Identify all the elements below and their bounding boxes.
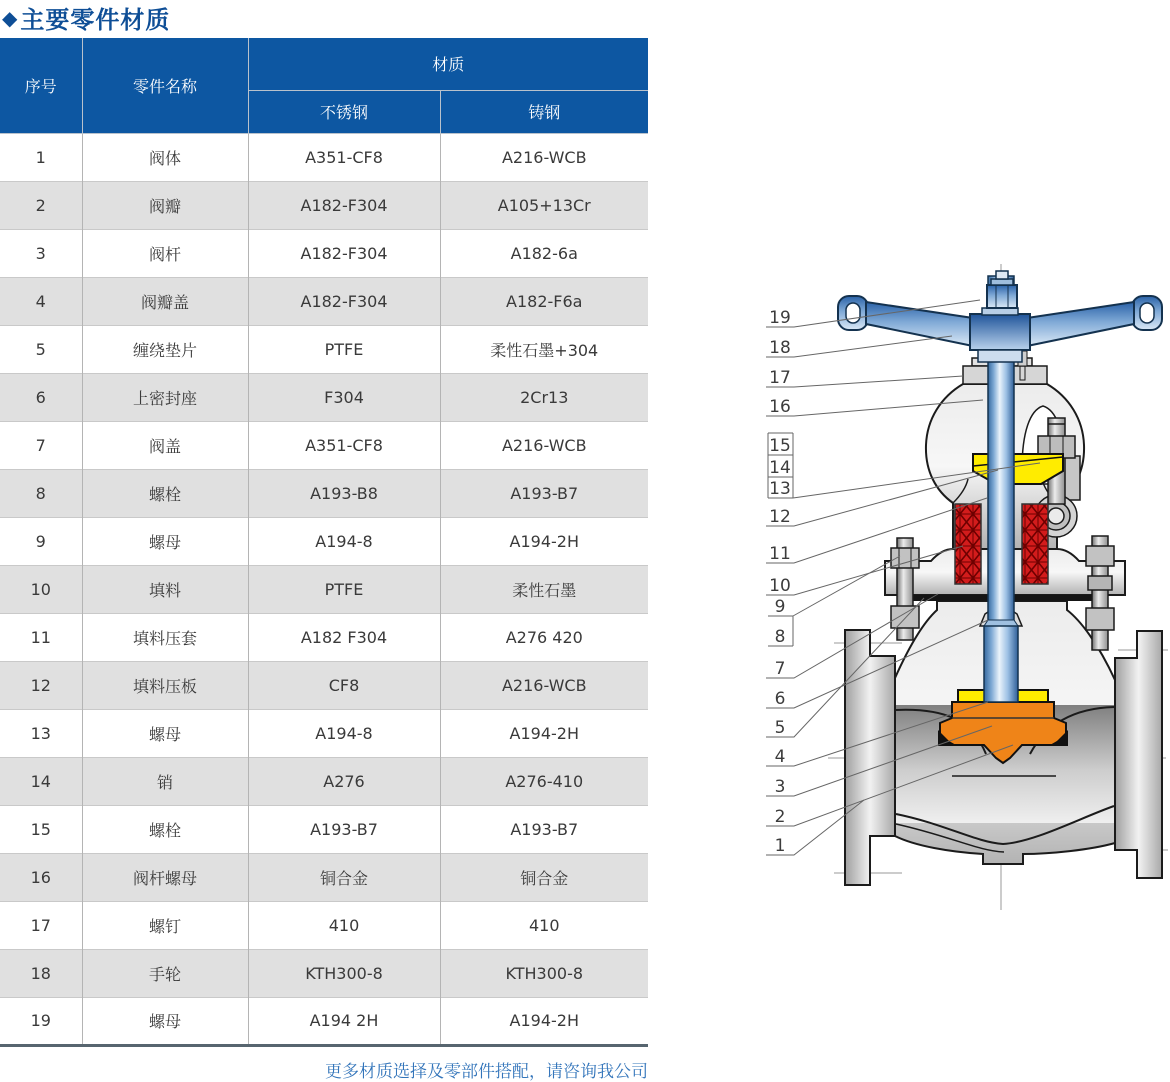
cell-no: 14 bbox=[0, 757, 82, 805]
cell-no: 17 bbox=[0, 901, 82, 949]
cell-no: 1 bbox=[0, 133, 82, 181]
cell-part-name: 填料 bbox=[82, 565, 248, 613]
cell-part-name: 螺母 bbox=[82, 517, 248, 565]
cell-stainless: PTFE bbox=[248, 565, 440, 613]
cell-cast: A194-2H bbox=[440, 997, 648, 1045]
cell-no: 9 bbox=[0, 517, 82, 565]
stem-tip bbox=[996, 271, 1008, 279]
cell-cast: 柔性石墨+304 bbox=[440, 325, 648, 373]
cell-cast: 2Cr13 bbox=[440, 373, 648, 421]
callout-13: 13 bbox=[769, 479, 791, 499]
table-body bbox=[0, 133, 648, 1045]
cell-stainless: A194-8 bbox=[248, 709, 440, 757]
cell-no: 4 bbox=[0, 277, 82, 325]
cell-part-name: 阀体 bbox=[82, 133, 248, 181]
handwheel-hub bbox=[970, 314, 1030, 350]
cell-part-name: 阀瓣盖 bbox=[82, 277, 248, 325]
table-row bbox=[0, 373, 648, 421]
cell-stainless: A182-F304 bbox=[248, 229, 440, 277]
callout-11: 11 bbox=[769, 544, 791, 564]
cell-stainless: A182 F304 bbox=[248, 613, 440, 661]
cell-part-name: 阀杆 bbox=[82, 229, 248, 277]
cell-part-name: 上密封座 bbox=[82, 373, 248, 421]
callout-17: 17 bbox=[769, 368, 791, 388]
cell-no: 13 bbox=[0, 709, 82, 757]
cell-cast: A276-410 bbox=[440, 757, 648, 805]
cell-part-name: 螺母 bbox=[82, 709, 248, 757]
table-row bbox=[0, 661, 648, 709]
valve-cross-section-diagram bbox=[700, 258, 1170, 918]
table-row bbox=[0, 997, 648, 1045]
cell-stainless: A351-CF8 bbox=[248, 133, 440, 181]
handwheel-arm-right bbox=[1027, 302, 1134, 346]
callout-15: 15 bbox=[769, 436, 791, 456]
cell-cast: A105+13Cr bbox=[440, 181, 648, 229]
cell-part-name: 螺栓 bbox=[82, 805, 248, 853]
table-row bbox=[0, 949, 648, 997]
table-row bbox=[0, 469, 648, 517]
cell-no: 16 bbox=[0, 853, 82, 901]
stem-nut bbox=[987, 285, 1017, 308]
cell-cast: A193-B7 bbox=[440, 805, 648, 853]
packing-right bbox=[1022, 504, 1048, 584]
cell-no: 18 bbox=[0, 949, 82, 997]
cell-cast: A216-WCB bbox=[440, 421, 648, 469]
cell-stainless: A194-8 bbox=[248, 517, 440, 565]
header-stainless: 不锈钢 bbox=[248, 90, 440, 133]
header-part-name: 零件名称 bbox=[82, 38, 248, 133]
header-material: 材质 bbox=[248, 38, 648, 90]
callout-10: 10 bbox=[769, 576, 791, 596]
cell-stainless: A182-F304 bbox=[248, 181, 440, 229]
cell-cast: A276 420 bbox=[440, 613, 648, 661]
cell-stainless: A194 2H bbox=[248, 997, 440, 1045]
cell-no: 6 bbox=[0, 373, 82, 421]
cell-part-name: 螺钉 bbox=[82, 901, 248, 949]
table-header bbox=[0, 38, 648, 133]
left-flange bbox=[845, 630, 895, 885]
cell-part-name: 螺母 bbox=[82, 997, 248, 1045]
cell-part-name: 销 bbox=[82, 757, 248, 805]
table-row bbox=[0, 133, 648, 181]
table-row bbox=[0, 229, 648, 277]
cell-cast: 410 bbox=[440, 901, 648, 949]
header-cast: 铸钢 bbox=[440, 90, 648, 133]
cell-no: 19 bbox=[0, 997, 82, 1045]
page-title bbox=[2, 0, 170, 35]
handwheel bbox=[838, 271, 1162, 362]
table-row bbox=[0, 565, 648, 613]
cell-no: 10 bbox=[0, 565, 82, 613]
cell-cast: 柔性石墨 bbox=[440, 565, 648, 613]
table-row bbox=[0, 517, 648, 565]
callout-19: 19 bbox=[769, 308, 791, 328]
cell-cast: A182-6a bbox=[440, 229, 648, 277]
cell-cast: KTH300-8 bbox=[440, 949, 648, 997]
table-row bbox=[0, 181, 648, 229]
table-row bbox=[0, 709, 648, 757]
header-no: 序号 bbox=[0, 38, 82, 133]
cell-part-name: 阀盖 bbox=[82, 421, 248, 469]
callout-12: 12 bbox=[769, 507, 791, 527]
packing-left bbox=[955, 504, 981, 584]
cell-cast: A216-WCB bbox=[501, 147, 587, 167]
cell-stainless: KTH300-8 bbox=[248, 949, 440, 997]
table-row bbox=[0, 805, 648, 853]
page-title-text: 主要零件材质 bbox=[20, 6, 171, 34]
callout-2: 2 bbox=[774, 807, 786, 827]
callout-3: 3 bbox=[774, 777, 786, 797]
table-row bbox=[0, 613, 648, 661]
callout-4: 4 bbox=[774, 747, 786, 767]
callout-1: 1 bbox=[774, 836, 786, 856]
callout-5: 5 bbox=[774, 718, 786, 738]
cell-stainless: A182-F304 bbox=[248, 277, 440, 325]
cell-stainless: A276 bbox=[248, 757, 440, 805]
cell-stainless: A193-B7 bbox=[248, 805, 440, 853]
cell-stainless: A193-B8 bbox=[248, 469, 440, 517]
cell-part-name: 缠绕垫片 bbox=[82, 325, 248, 373]
cell-cast: A182-F6a bbox=[440, 277, 648, 325]
table-row bbox=[0, 325, 648, 373]
cell-stainless: 410 bbox=[248, 901, 440, 949]
callout-14: 14 bbox=[769, 458, 791, 478]
footer-note: 更多材质选择及零部件搭配，请咨询我公司 bbox=[325, 1062, 648, 1082]
callout-6: 6 bbox=[774, 689, 786, 709]
cell-stainless: 铜合金 bbox=[248, 853, 440, 901]
cell-cast: A194-2H bbox=[440, 709, 648, 757]
cell-cast: A216-WCB bbox=[440, 661, 648, 709]
table-row bbox=[0, 901, 648, 949]
cell-no: 12 bbox=[0, 661, 82, 709]
cell-no: 7 bbox=[0, 421, 82, 469]
cell-cast: A194-2H bbox=[440, 517, 648, 565]
cell-part-name: 填料压套 bbox=[82, 613, 248, 661]
cell-stainless: PTFE bbox=[248, 325, 440, 373]
cell-part-name: 填料压板 bbox=[82, 661, 248, 709]
table-row bbox=[0, 853, 648, 901]
cell-cast: 铜合金 bbox=[440, 853, 648, 901]
cell-stainless: CF8 bbox=[248, 661, 440, 709]
cell-no: 11 bbox=[0, 613, 82, 661]
callout-8: 8 bbox=[774, 627, 786, 647]
cell-no: 2 bbox=[0, 181, 82, 229]
cell-no: 8 bbox=[0, 469, 82, 517]
table-row bbox=[0, 277, 648, 325]
right-flange bbox=[1115, 631, 1162, 878]
cell-stainless: F304 bbox=[248, 373, 440, 421]
cell-no: 15 bbox=[0, 805, 82, 853]
table-row bbox=[0, 421, 648, 469]
callout-7: 7 bbox=[774, 659, 786, 679]
cell-part-name: 阀杆螺母 bbox=[82, 853, 248, 901]
cell-part-name: 螺栓 bbox=[82, 469, 248, 517]
callout-18: 18 bbox=[769, 338, 791, 358]
cell-cast: A193-B7 bbox=[440, 469, 648, 517]
callout-16: 16 bbox=[769, 397, 791, 417]
cell-part-name: 手轮 bbox=[82, 949, 248, 997]
callout-9: 9 bbox=[774, 597, 786, 617]
table-row bbox=[0, 757, 648, 805]
cell-part-name: 阀瓣 bbox=[82, 181, 248, 229]
cell-stainless: A351-CF8 bbox=[248, 421, 440, 469]
cell-no: 5 bbox=[0, 325, 82, 373]
parts-material-table bbox=[0, 38, 648, 1047]
diamond-icon: ◆ bbox=[2, 5, 19, 30]
stem-washer bbox=[982, 308, 1018, 315]
cell-no: 3 bbox=[0, 229, 82, 277]
